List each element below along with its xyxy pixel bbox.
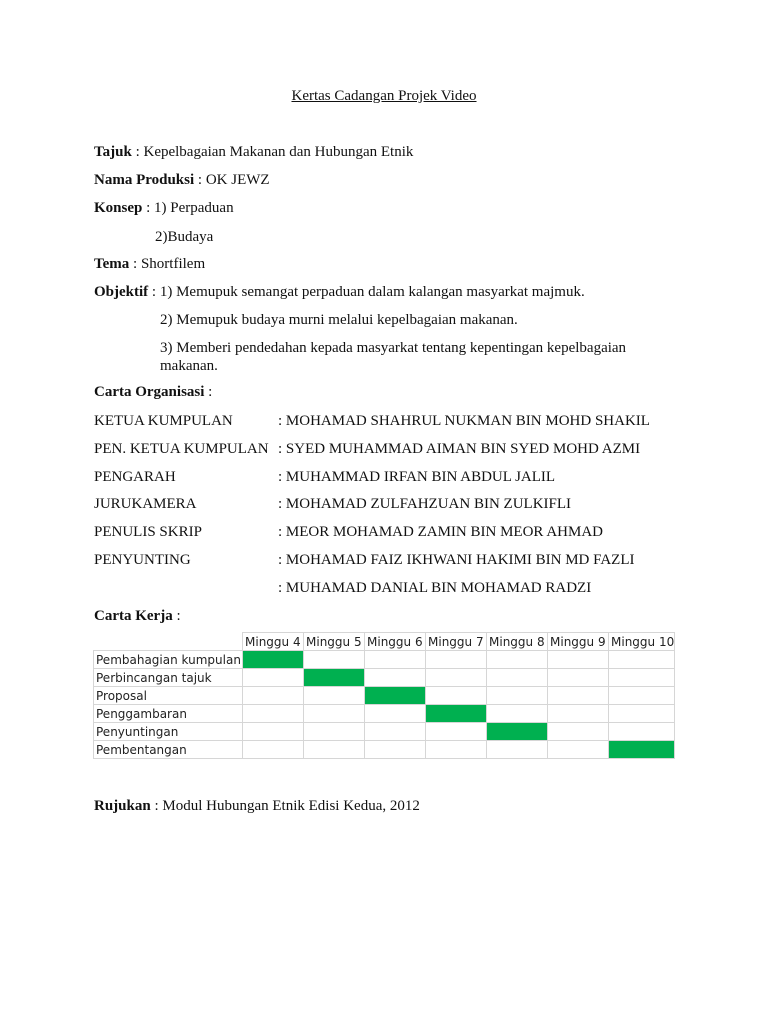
task-row [94,705,675,723]
document-title: Kertas Cadangan Projek Video [291,88,477,104]
week-header: Minggu 5 [304,633,365,651]
org-role: KETUA KUMPULAN [94,413,233,429]
org-name: : MUHAMAD DANIAL BIN MOHAMAD RADZI [278,580,592,596]
schedule-cell [304,687,365,705]
schedule-cell-active [304,669,365,687]
schedule-cell [365,651,426,669]
org-role: PEN. KETUA KUMPULAN [94,441,269,457]
schedule-cell [548,687,609,705]
rujukan-label: Rujukan [94,798,151,814]
tajuk-label: Tajuk [94,144,132,160]
rujukan-line [94,797,420,815]
org-name: : MUHAMMAD IRFAN BIN ABDUL JALIL [278,469,556,485]
carta-organisasi-heading [94,383,212,401]
schedule-cell [365,723,426,741]
week-header: Minggu 10 [609,633,675,651]
org-name: : MEOR MOHAMAD ZAMIN BIN MEOR AHMAD [278,524,604,540]
rujukan-value: : Modul Hubungan Etnik Edisi Kedua, 2012 [150,798,420,814]
task-row [94,669,675,687]
schedule-cell [365,669,426,687]
schedule-cell [609,669,675,687]
schedule-cell [426,669,487,687]
task-name: Pembentangan [94,741,243,759]
schedule-cell [487,651,548,669]
week-header: Minggu 8 [487,633,548,651]
task-row [94,651,675,669]
schedule-cell [487,687,548,705]
schedule-cell [548,651,609,669]
konsep-label: Konsep [94,200,143,216]
org-role: JURUKAMERA [94,496,197,512]
schedule-cell [304,741,365,759]
objektif-line [94,283,585,301]
konsep-line [94,199,234,217]
tema-value: : Shortfilem [129,256,206,272]
schedule-cell [426,723,487,741]
schedule-cell [243,687,304,705]
schedule-cell [243,705,304,723]
schedule-cell [609,651,675,669]
org-role: PENULIS SKRIP [94,524,202,540]
schedule-cell [426,687,487,705]
schedule-cell [243,741,304,759]
schedule-cell [609,687,675,705]
org-name: : MOHAMAD SHAHRUL NUKMAN BIN MOHD SHAKIL [278,413,650,429]
org-role: PENGARAH [94,469,176,485]
objektif-item-3: 3) Memberi pendedahan kepada masyarkat tentang kepentingan kepelbagaian makanan. [160,340,627,374]
carta-organisasi-label: Carta Organisasi [94,384,205,400]
schedule-cell-active [426,705,487,723]
org-name: : MOHAMAD ZULFAHZUAN BIN ZULKIFLI [278,496,572,512]
schedule-cell [304,723,365,741]
task-name: Proposal [94,687,243,705]
task-name: Penggambaran [94,705,243,723]
task-name: Perbincangan tajuk [94,669,243,687]
task-name: Pembahagian kumpulan [94,651,243,669]
objektif-item-2: 2) Memupuk budaya murni melalui kepelbagaian makanan. [160,312,518,328]
konsep-item-2: 2)Budaya [155,229,214,245]
nama-produksi-line [94,171,270,189]
schedule-cell [609,723,675,741]
work-schedule-table [93,632,675,759]
week-header: Minggu 4 [243,633,304,651]
schedule-cell-active [243,651,304,669]
schedule-cell [487,669,548,687]
schedule-cell-active [365,687,426,705]
week-header: Minggu 6 [365,633,426,651]
header-corner [94,633,243,651]
week-header: Minggu 9 [548,633,609,651]
tajuk-value: : Kepelbagaian Makanan dan Hubungan Etnik [131,144,414,160]
org-name: : SYED MUHAMMAD AIMAN BIN SYED MOHD AZMI [278,441,641,457]
konsep-item-1: : 1) Perpaduan [142,200,234,216]
schedule-cell [487,705,548,723]
schedule-cell [304,651,365,669]
schedule-cell [426,651,487,669]
task-row [94,741,675,759]
schedule-cell [548,669,609,687]
schedule-cell [243,669,304,687]
schedule-cell [548,705,609,723]
tema-line [94,255,205,273]
task-row [94,723,675,741]
schedule-cell [609,705,675,723]
org-name: : MOHAMAD FAIZ IKHWANI HAKIMI BIN MD FAZLI [278,552,635,568]
objektif-label: Objektif [94,284,149,300]
schedule-cell [548,741,609,759]
tajuk-line [94,143,413,161]
nama-produksi-label: Nama Produksi [94,172,195,188]
carta-kerja-label: Carta Kerja [94,608,173,624]
week-header-row [94,633,675,651]
schedule-cell [548,723,609,741]
nama-produksi-value: : OK JEWZ [194,172,270,188]
task-name: Penyuntingan [94,723,243,741]
schedule-cell [304,705,365,723]
schedule-cell-active [487,723,548,741]
schedule-cell-active [609,741,675,759]
carta-kerja-heading [94,607,181,625]
schedule-cell [365,705,426,723]
schedule-cell [365,741,426,759]
week-header: Minggu 7 [426,633,487,651]
schedule-cell [487,741,548,759]
org-role: PENYUNTING [94,552,191,568]
schedule-cell [426,741,487,759]
task-row [94,687,675,705]
carta-organisasi-suffix: : [204,384,213,400]
objektif-item-1: : 1) Memupuk semangat perpaduan dalam kalangan masyarkat majmuk. [148,284,585,300]
carta-kerja-suffix: : [172,608,181,624]
schedule-cell [243,723,304,741]
tema-label: Tema [94,256,130,272]
